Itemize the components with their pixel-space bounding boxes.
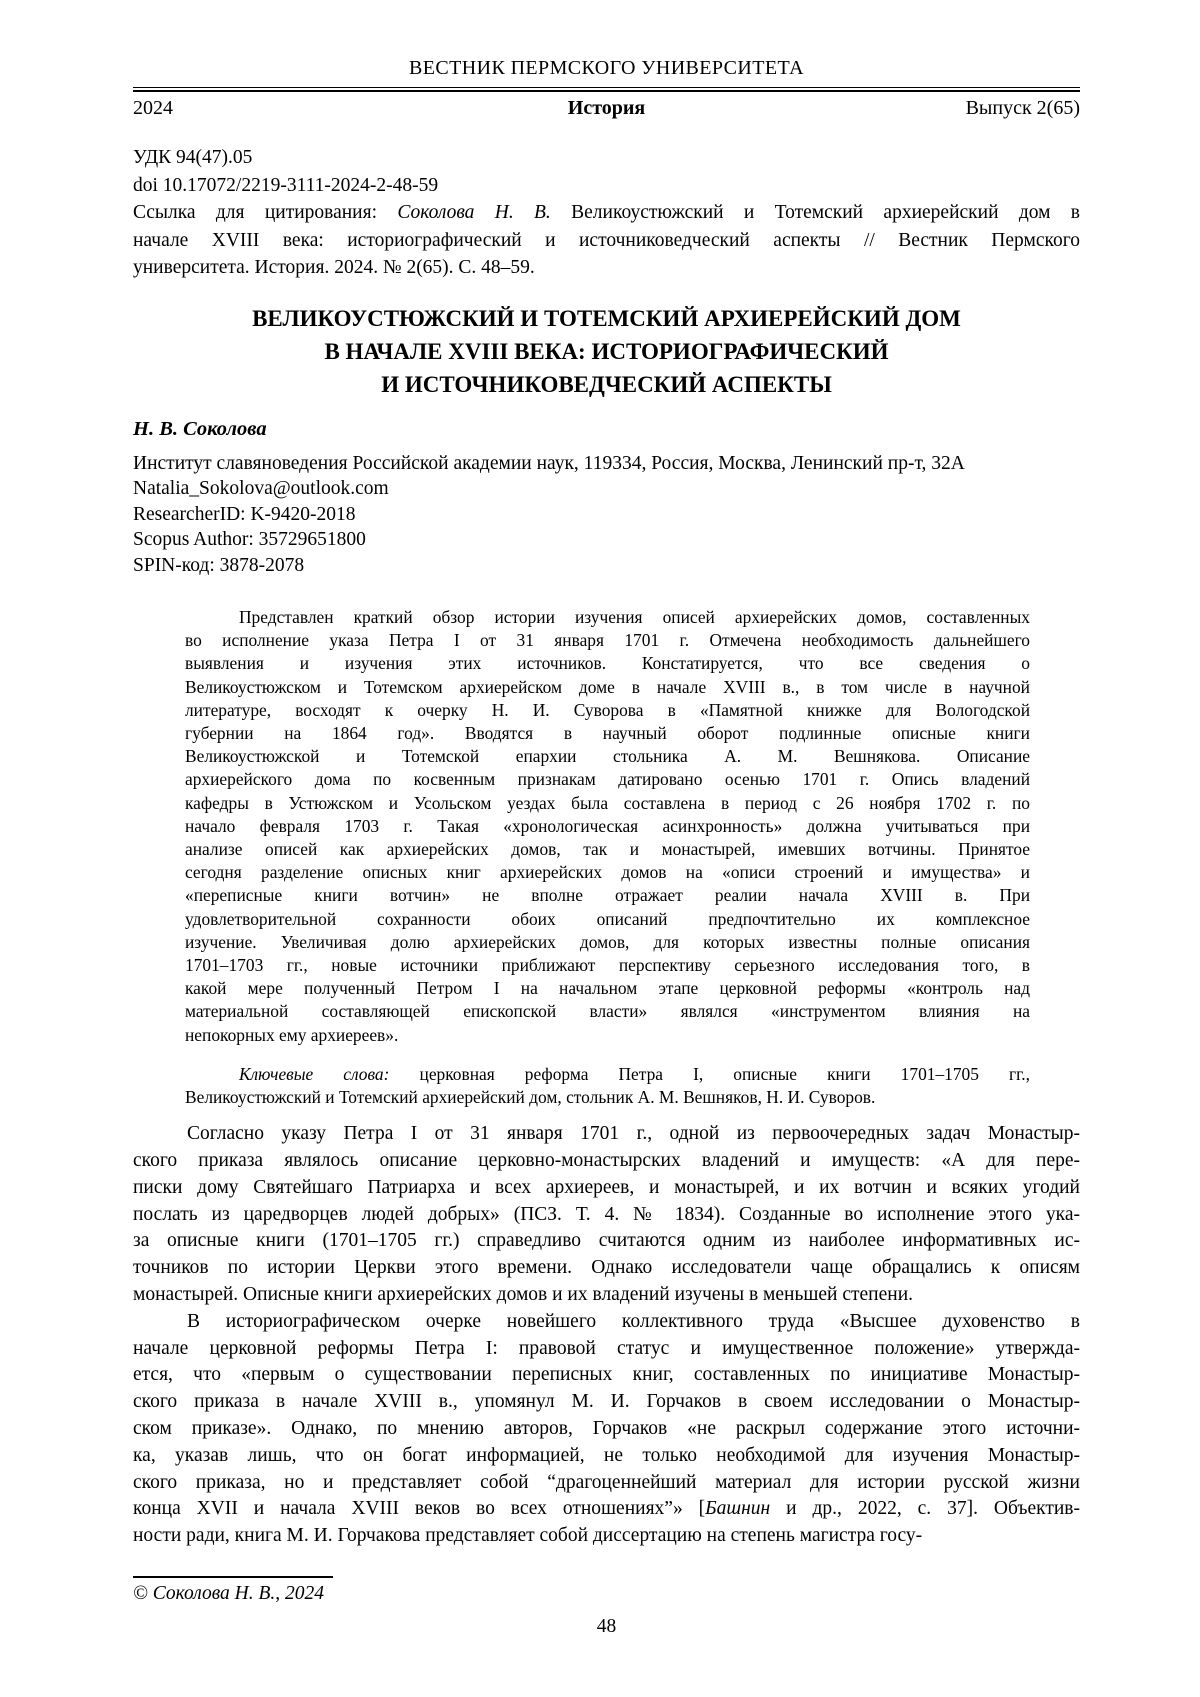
article-meta — [133, 144, 1080, 282]
body-paragraph-2: В историографическом очерке новейшего коллективного труда «Высшее духовенство в начале церковной реформы Петра I: правовой статус и имущественное положение» утвержда- ется, что «первым о существовании переписных книг, составленных по инициативе Монастыр- ского приказа в начале XVIII в., упомянул М. И. Горчаков в своем исследовании о Монастыр- ском приказе». Однако, по мнению авторов, Горчаков «не раскрыл содержание этого источни- ка, указав лишь, что он богат информацией, не только необходимой для изучения Монастыр- ского приказа, но и представляет собой “драгоценнейший материал для истории русской жизни конца XVII и начала XVIII веков во всех отношениях”» [Башнин и др., 2022, с. 37]. Объектив- ности ради, книга М. И. Горчакова представляет собой диссертацию на степень магистра госу- — [133, 1310, 1080, 1547]
header-section: История — [567, 97, 646, 119]
document-page — [133, 0, 1080, 1640]
copyright-notice: © Соколова Н. В., 2024 — [133, 1583, 325, 1605]
header-info-row — [133, 94, 1080, 122]
author-info-block — [133, 451, 1080, 579]
author-researcher-id: ResearcherID: K-9420-2018 — [133, 503, 356, 525]
citation-block: Ссылка для цитирования: Соколова Н. В. Великоустюжский и Тотемский архиерейский дом в начале XVIII века: историографический и источниковедческий аспекты // Вестник Пермского университета. История. 2024. № 2(65). С. 48–59. — [133, 202, 1080, 278]
keywords-block: Ключевые слова: церковная реформа Петра I, описные книги 1701–1705 гг., Великоустюжский и Тотемский архиерейский дом, стольник А. М. Вешняков, Н. И. Суворов. — [185, 1063, 1031, 1108]
udc-line: УДК 94(47).05 — [133, 147, 253, 168]
page-number: 48 — [596, 1616, 617, 1638]
page-footer — [133, 1576, 1080, 1640]
author-email: Natalia_Sokolova@outlook.com — [133, 478, 389, 499]
journal-title: ВЕСТНИК ПЕРМСКОГО УНИВЕРСИТЕТА — [409, 57, 804, 79]
body-paragraph-1: Согласно указу Петра I от 31 января 1701 г., одной из первоочередных задач Монастыр- ского приказа являлось описание церковно-монастырских владений и имуществ: «А для пере- писки дому Святейшаго Патриарха и всех архиереев, и монастырей, и их вотчин и всяких угодий послать из царедворцев людей добрых» (ПСЗ. Т. 4. № 1834). Созданные во исполнение этого ука- за описные книги (1701–1705 гг.) справедливо считаются одним из наиболее информативных ис- точников по истории Церкви этого времени. Однако исследователи чаще обращались к описям монастырей. Описные книги архиерейских домов и их владений изучены в меньшей степени. — [133, 1123, 1080, 1306]
footnote-rule — [133, 1576, 333, 1578]
author-spin-code: SPIN-код: 3878-2078 — [133, 554, 305, 576]
author-name: Н. В. Соколова — [133, 417, 267, 440]
header-issue: Выпуск 2(65) — [965, 97, 1080, 119]
article-title: ВЕЛИКОУСТЮЖСКИЙ И ТОТЕМСКИЙ АРХИЕРЕЙСКИЙ ДОМ В НАЧАЛЕ XVIII ВЕКА: ИСТОРИОГРАФИЧЕСКИЙ И ИСТОЧНИКОВЕДЧЕСКИЙ АСПЕКТЫ — [252, 305, 961, 397]
header-year: 2024 — [133, 97, 173, 119]
doi-line: doi 10.17072/2219-3111-2024-2-48-59 — [133, 174, 439, 196]
author-scopus-id: Scopus Author: 35729651800 — [133, 529, 366, 550]
abstract-block: Представлен краткий обзор истории изучения описей архиерейских домов, составленных во исполнение указа Петра I от 31 января 1701 г. Отмечена необходимость дальнейшего выявления и изучения этих источников. Констатируется, что все сведения о Великоустюжском и Тотемском архиерейском доме в начале XVIII в., в том числе в научной литературе, восходят к очерку Н. И. Суворова в «Памятной книжке для Вологодской губернии на 1864 год». Вводятся в научный оборот подлинные описные книги Великоустюжской и Тотемской епархии стольника А. М. Вешнякова. Описание архиерейского дома по косвенным признакам датировано осенью 1701 г. Опись владений кафедры в Устюжском и Усольском уездах была составлена в период с 26 ноября 1702 г. по начало февраля 1703 г. Такая «хронологическая асинхронность» должна учитываться при анализе описей как архиерейских домов, так и монастырей, имевших вотчины. Принятое сегодня разделение описных книг архиерейских домов на «описи строений и имущества» и «переписные книги вотчин» не вполне отражает реалии начала XVIII в. При удовлетворительной сохранности обоих описаний предпочтительно их комплексное изучение. Увеличивая долю архиерейских домов, для которых известны полные описания 1701–1703 гг., новые источники приближают перспективу серьезного исследования того, в какой мере полученный Петром I на начальном этапе церковной реформы «контроль над материальной составляющей епископской власти» являлся «инструментом влияния на непокорных ему архиереев». — [185, 607, 1030, 1045]
header-rule — [133, 87, 1080, 92]
author-affiliation: Институт славяноведения Российской академии наук, 119334, Россия, Москва, Ленинский пр-т, 32А — [133, 452, 965, 474]
